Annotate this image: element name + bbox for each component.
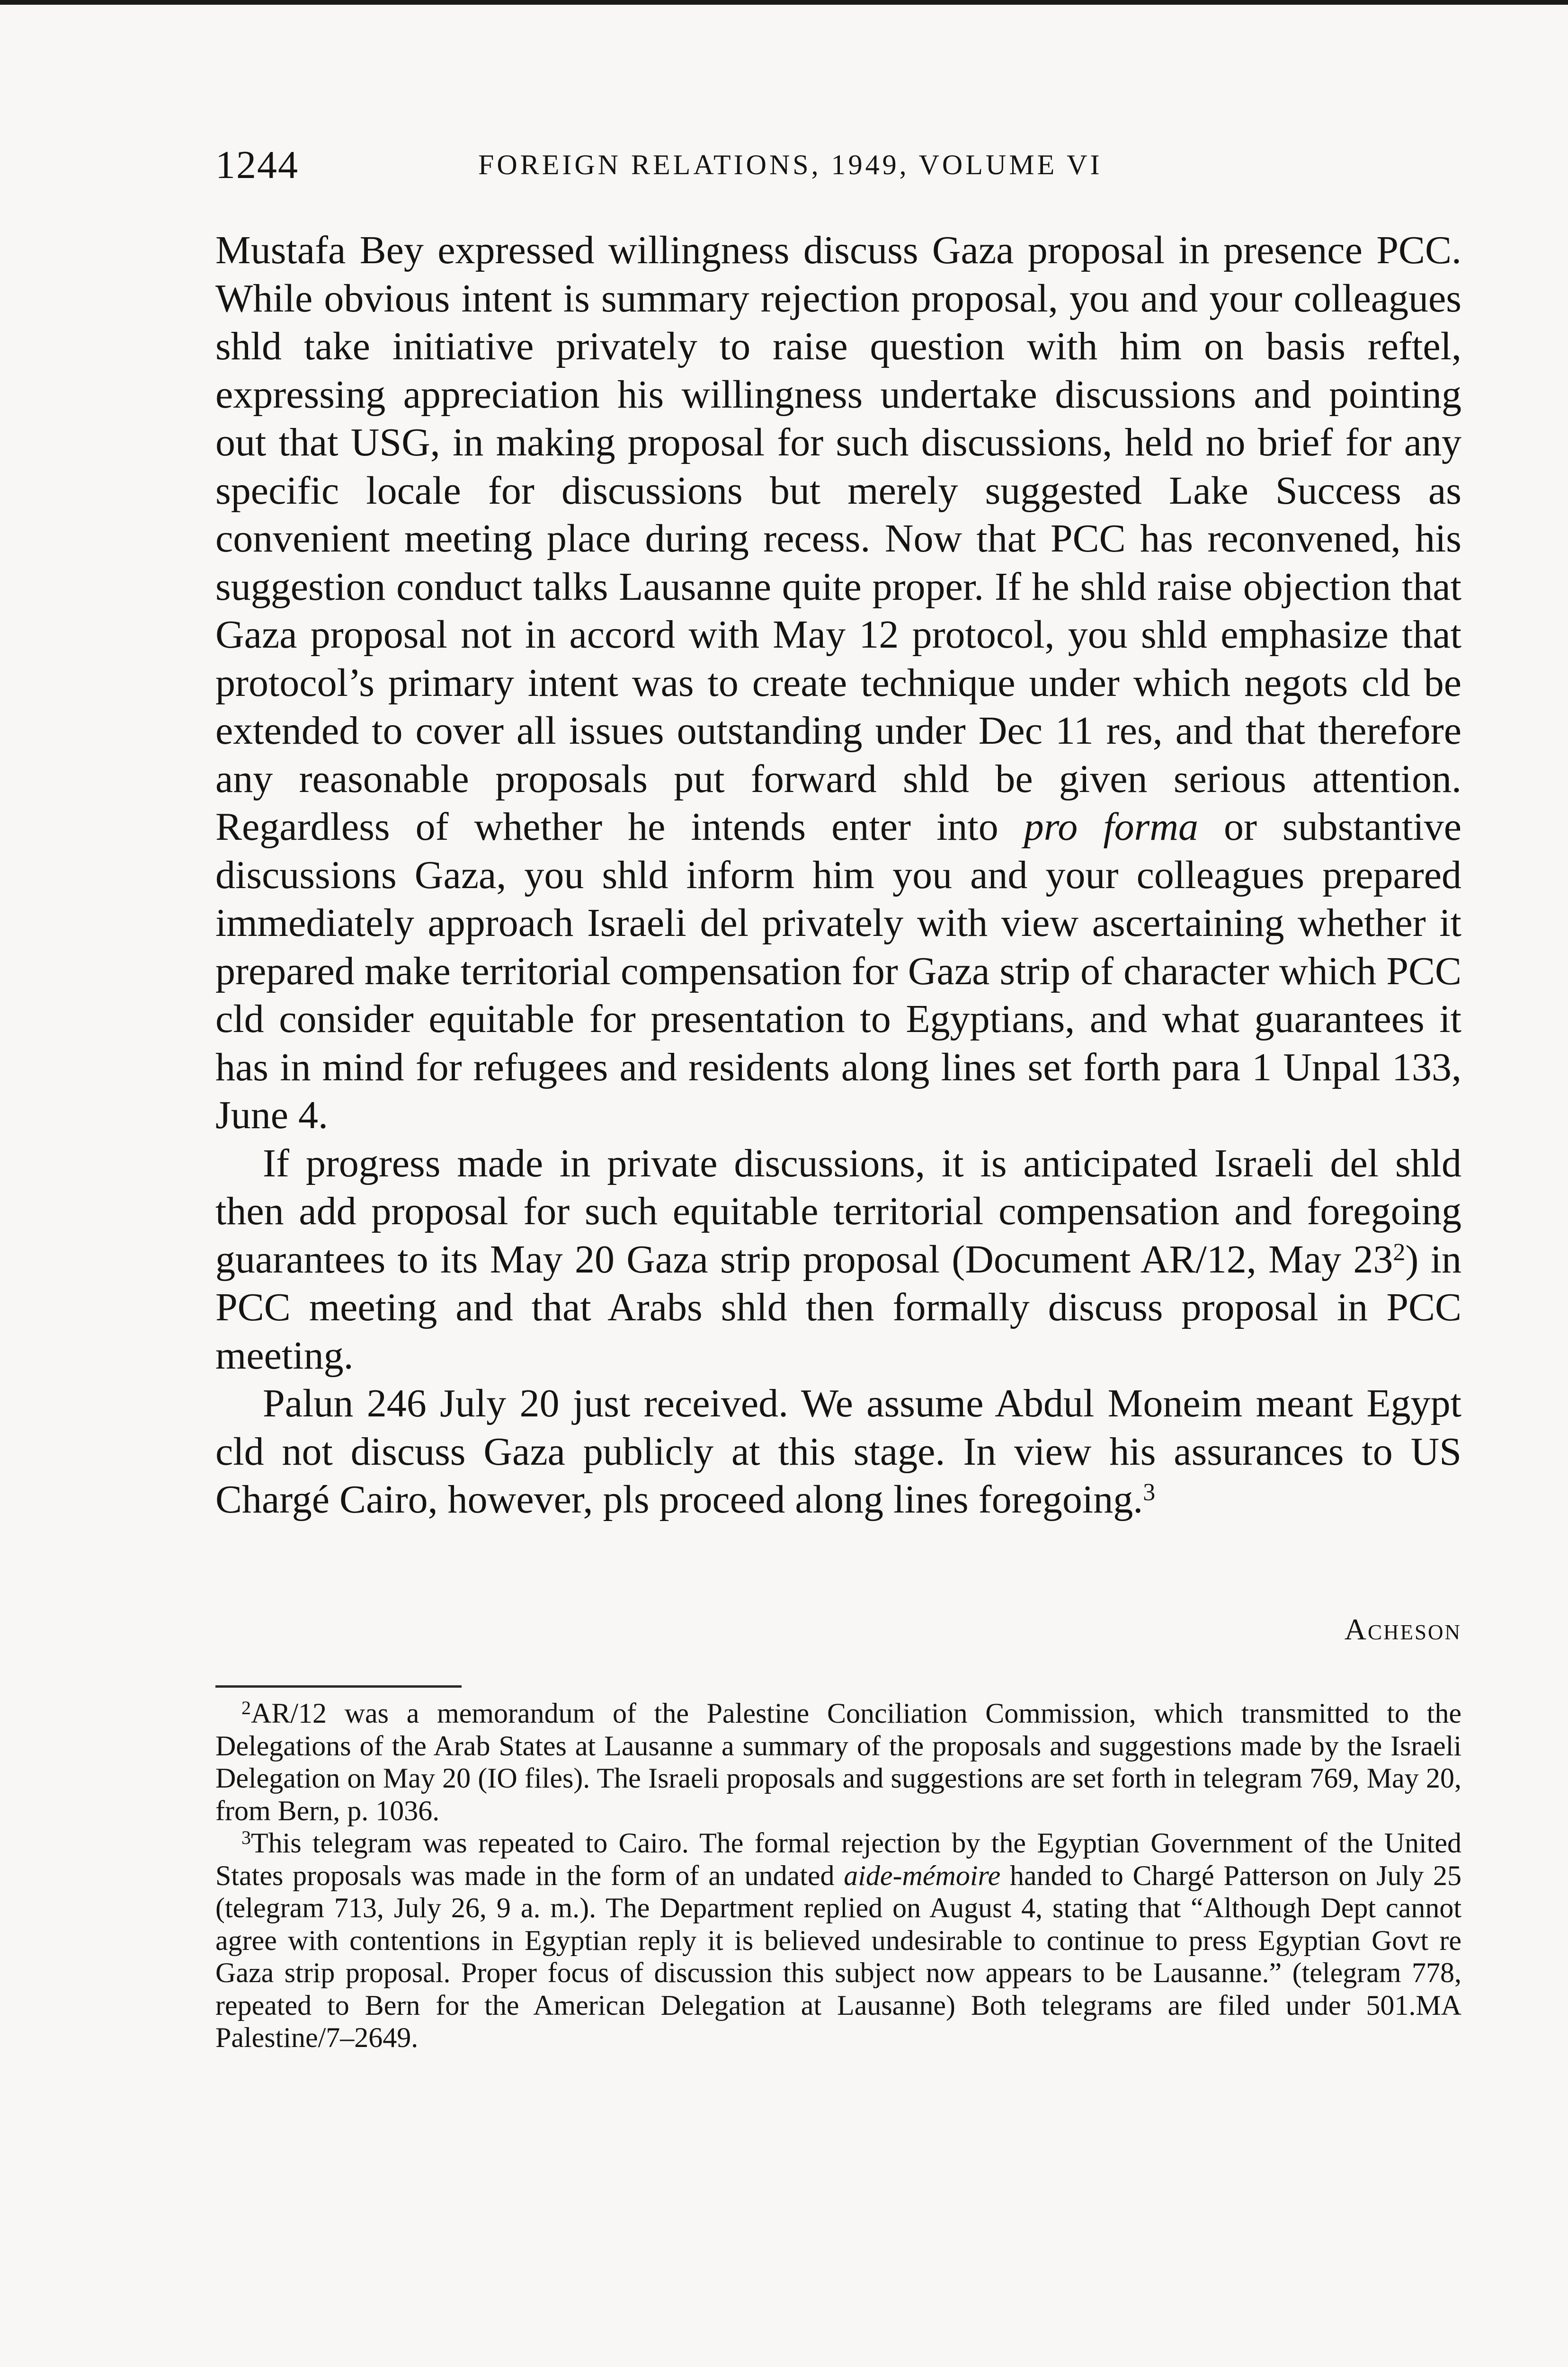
signature: Acheson — [1344, 1612, 1461, 1646]
footnote-3: $^3$This telegram was repeated to Cairo. The formal rejection by the Egyptian Government of the United States proposals was made in the form of an undated aide-mémoire handed to Chargé Patterson on July 25 (telegram 713, July 26, 9 a. m.). The Department replied on August 4, stating that “Although Dept cannot agree with contentions in Egyptian reply it is believed undesirable to continue to press Egyptian Govt re Gaza strip proposal. Proper focus of discussion this subject now appears to be Lausanne.” (telegram 778, repeated to Bern for the American Delegation at Lausanne) Both telegrams are filed under 501.MA Palestine/7–2649. — [215, 1827, 1461, 2053]
page-number: 1244 — [215, 143, 299, 187]
paragraph-3: Palun 246 July 20 just received. We assume Abdul Moneim meant Egypt cld not discuss Gaza publicly at this stage. In view his assurances to US Chargé Cairo, however, pls proceed along lines foregoing.$^3$ — [215, 1381, 1461, 1522]
paragraph-1: Mustafa Bey expressed willingness discuss Gaza proposal in presence PCC. While obvious intent is summary rejection proposal, you and your colleagues shld take initiative privately to raise question with him on basis reftel, expressing appreciation his willingness undertake discussions and pointing out that USG, in making proposal for such discussions, held no brief for any specific locale for discussions but merely suggested Lake Success as convenient meeting place during recess. Now that PCC has reconvened, his suggestion conduct talks Lausanne quite proper. If he shld raise objection that Gaza proposal not in accord with May 12 protocol, you shld emphasize that protocol’s primary intent was to create technique under which negots cld be extended to cover all issues outstanding under Dec 11 res, and that therefore any reasonable proposals put forward shld be given serious attention. Regardless of whether he intends enter into pro forma or substantive discussions Gaza, you shld inform him you and your colleagues prepared immediately approach Israeli del privately with view ascertaining whether it prepared make territorial compensation for Gaza strip of character which PCC cld consider equitable for presentation to Egyptians, and what guarantees it has in mind for refugees and residents along lines set forth para 1 Unpal 133, June 4. — [215, 228, 1462, 1137]
paragraph-2: If progress made in private discussions, it is anticipated Israeli del shld then add proposal for such equitable territorial compensation and foregoing guarantees to its May 20 Gaza strip proposal (Document AR/12, May $23^2$) in PCC meeting and that Arabs shld then formally discuss proposal in PCC meeting. — [215, 1141, 1462, 1378]
italic-pro-forma: pro forma — [1024, 805, 1199, 849]
footnote-2: $^2$AR/12 was a memorandum of the Palestine Conciliation Commission, which transmitted to the Delegations of the Arab States at Lausanne a summary of the proposals and suggestions made by the Israeli Delegation on May 20 (IO files). The Israeli proposals and suggestions are set forth in telegram 769, May 20, from Bern, p. 1036. — [215, 1697, 1461, 1826]
footnote-ref-3: 3 — [1143, 1479, 1156, 1506]
running-title: FOREIGN RELATIONS, 1949, VOLUME VI — [478, 149, 1103, 180]
footnote-ref-2: 2 — [1393, 1238, 1406, 1266]
body-text — [215, 226, 1461, 1524]
top-border — [0, 0, 1568, 5]
footnote-rule — [215, 1685, 462, 1688]
footnotes — [215, 1697, 1461, 2054]
page-header — [215, 142, 1461, 194]
